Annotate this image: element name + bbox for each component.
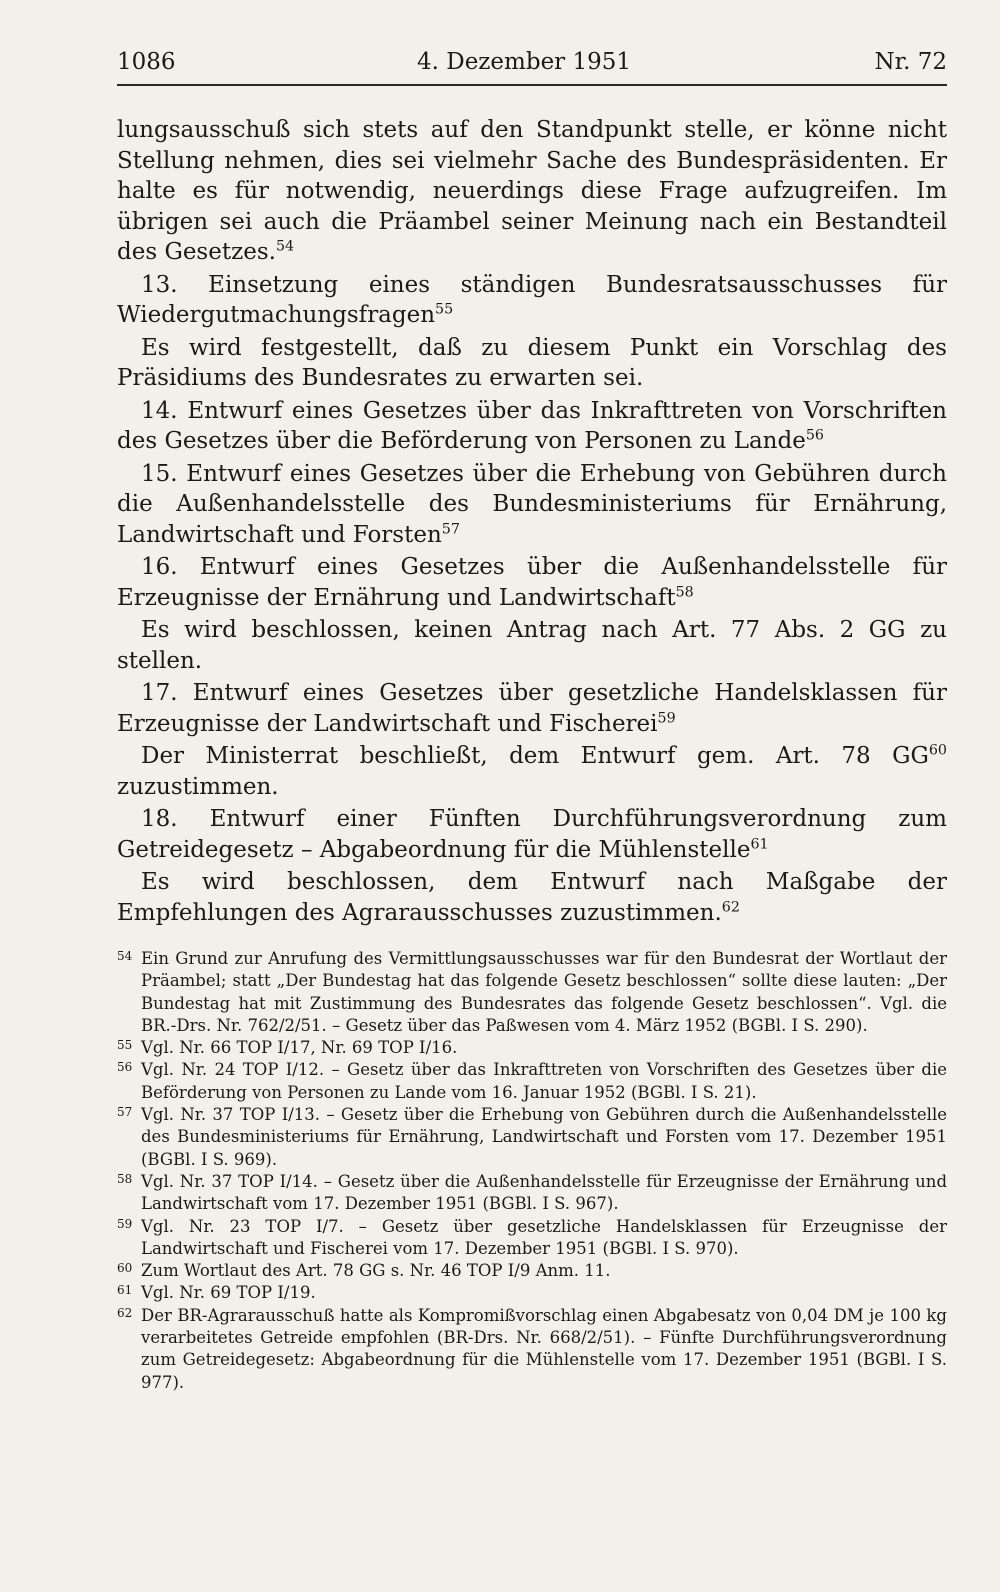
paragraph xyxy=(117,867,947,928)
footnote-ref[interactable]: 59 xyxy=(657,709,676,726)
header-date: 4. Dezember 1951 xyxy=(417,49,632,75)
footnote-text: Vgl. Nr. 37 TOP I/13. – Gesetz über die Erhebung von Gebühren durch die Außenhandelsstelle des Bundesministeriums für Ernährung, Landwirtschaft und Forsten vom 17. Dezember 1951 (BGBl. I S. 969). xyxy=(141,1105,947,1169)
footnote-text: Ein Grund zur Anrufung des Vermittlungsausschusses war für den Bundesrat der Wortlaut der Präambel; statt „Der Bundestag hat das folgende Gesetz beschlossen“ sollte diese lauten: „Der Bundestag hat mit Zustimmung des Bundesrates das folgende Gesetz beschlossen“. Vgl. die BR.-Drs. Nr. 762/2/51. – Gesetz über das Paßwesen vom 4. März 1952 (BGBl. I S. 290). xyxy=(141,949,947,1035)
footnote-number: 58 xyxy=(117,1171,133,1186)
footnote-ref[interactable]: 55 xyxy=(435,301,454,318)
footnote-ref[interactable]: 60 xyxy=(928,742,947,759)
footnote xyxy=(117,1260,947,1282)
footnote xyxy=(117,1104,947,1171)
footnote xyxy=(117,1171,947,1216)
agenda-item-text: 16. Entwurf eines Gesetzes über die Außenhandelsstelle für Erzeugnisse der Ernährung und Landwirtschaft xyxy=(117,554,947,611)
footnote-text: Vgl. Nr. 66 TOP I/17, Nr. 69 TOP I/16. xyxy=(141,1038,458,1058)
agenda-item-text: 14. Entwurf eines Gesetzes über das Inkrafttreten von Vorschriften des Gesetzes über die Beförderung von Personen zu Lande xyxy=(117,397,947,454)
footnote-ref[interactable]: 57 xyxy=(441,520,460,537)
footnote-number: 56 xyxy=(117,1060,133,1075)
main-text xyxy=(117,115,947,930)
agenda-item xyxy=(117,270,947,331)
footnote xyxy=(117,1059,947,1104)
footnote-number: 57 xyxy=(117,1105,133,1120)
agenda-item xyxy=(117,678,947,739)
footnote xyxy=(117,1037,947,1059)
footnote xyxy=(117,1216,947,1261)
footnote-ref[interactable]: 62 xyxy=(721,898,740,915)
agenda-item xyxy=(117,804,947,865)
footnotes xyxy=(117,948,947,1394)
footnote-ref[interactable]: 56 xyxy=(805,427,824,444)
footnote-number: 60 xyxy=(117,1261,133,1276)
paragraph-text: Es wird beschlossen, dem Entwurf nach Maßgabe der Empfehlungen des Agrarausschusses zuzustimmen. xyxy=(117,869,947,926)
footnote-ref[interactable]: 61 xyxy=(750,835,769,852)
footnote-number: 62 xyxy=(117,1305,133,1320)
footnote xyxy=(117,1305,947,1394)
paragraph xyxy=(117,333,947,394)
footnote-text: Zum Wortlaut des Art. 78 GG s. Nr. 46 TOP I/9 Anm. 11. xyxy=(141,1261,611,1281)
paragraph-text: Es wird festgestellt, daß zu diesem Punkt ein Vorschlag des Präsidiums des Bundesrates zu erwarten sei. xyxy=(117,334,947,391)
page-number: 1086 xyxy=(117,49,176,75)
footnote-number: 59 xyxy=(117,1216,133,1231)
footnote-text: Vgl. Nr. 69 TOP I/19. xyxy=(141,1283,316,1303)
issue-number: Nr. 72 xyxy=(874,49,947,75)
footnote-text: Vgl. Nr. 24 TOP I/12. – Gesetz über das Inkrafttreten von Vorschriften des Gesetzes über die Beförderung von Personen zu Lande vom 16. Januar 1952 (BGBl. I S. 21). xyxy=(141,1060,947,1102)
footnote-text: Vgl. Nr. 23 TOP I/7. – Gesetz über gesetzliche Handelsklassen für Erzeugnisse der Landwirtschaft und Fischerei vom 17. Dezember 1951 (BGBl. I S. 970). xyxy=(141,1216,947,1258)
paragraph xyxy=(117,615,947,676)
paragraph-text: Der Ministerrat beschließt, dem Entwurf gem. Art. 78 GG xyxy=(141,743,929,769)
footnote-ref[interactable]: 54 xyxy=(275,238,295,255)
footnote-number: 55 xyxy=(117,1038,133,1053)
footnote-number: 54 xyxy=(117,949,133,963)
agenda-item xyxy=(117,396,947,457)
footnote-text: Vgl. Nr. 37 TOP I/14. – Gesetz über die Außenhandelsstelle für Erzeugnisse der Ernährung und Landwirtschaft vom 17. Dezember 1951 (BGBl. I S. 967). xyxy=(141,1171,947,1214)
footnote-number: 61 xyxy=(117,1283,133,1298)
paragraph xyxy=(117,741,947,802)
agenda-item-text: 13. Einsetzung eines ständigen Bundesratsausschusses für Wiedergutmachungsfragen xyxy=(117,271,947,328)
paragraph-text: lungsausschuß sich stets auf den Standpunkt stelle, er könne nicht Stellung nehmen, dies sei vielmehr Sache des Bundespräsidenten. Er halte es für notwendig, neuerdings diese Frage aufzugreifen. Im übrigen sei auch die Präambel seiner Meinung nach ein Bestandteil des Gesetzes. xyxy=(117,117,947,265)
footnote xyxy=(117,948,947,1037)
paragraph xyxy=(117,115,947,268)
agenda-item xyxy=(117,552,947,613)
footnote-text: Der BR-Agrarausschuß hatte als Kompromißvorschlag einen Abgabesatz von 0,04 DM je 100 kg verarbeitetes Getreide empfohlen (BR-Drs. Nr. 668/2/51). – Fünfte Durchführungsverordnung zum Getreidegesetz: Abgabeordnung für die Mühlenstelle vom 17. Dezember 1951 (BGBl. I S. 977). xyxy=(141,1305,947,1392)
agenda-item xyxy=(117,459,947,551)
footnote-ref[interactable]: 58 xyxy=(675,583,694,600)
footnote xyxy=(117,1282,947,1304)
paragraph-text: Es wird beschlossen, keinen Antrag nach Art. 77 Abs. 2 GG zu stellen. xyxy=(117,617,947,674)
paragraph-text: zuzustimmen. xyxy=(117,773,279,800)
agenda-item-text: 18. Entwurf einer Fünften Durchführungsverordnung zum Getreidegesetz – Abgabeordnung für die Mühlenstelle xyxy=(117,806,947,863)
header-rule xyxy=(117,84,947,86)
agenda-item-text: 17. Entwurf eines Gesetzes über gesetzliche Handelsklassen für Erzeugnisse der Landwirtschaft und Fischerei xyxy=(117,680,947,737)
agenda-item-text: 15. Entwurf eines Gesetzes über die Erhebung von Gebühren durch die Außenhandelsstelle des Bundesministeriums für Ernährung, Landwirtschaft und Forsten xyxy=(117,460,947,548)
